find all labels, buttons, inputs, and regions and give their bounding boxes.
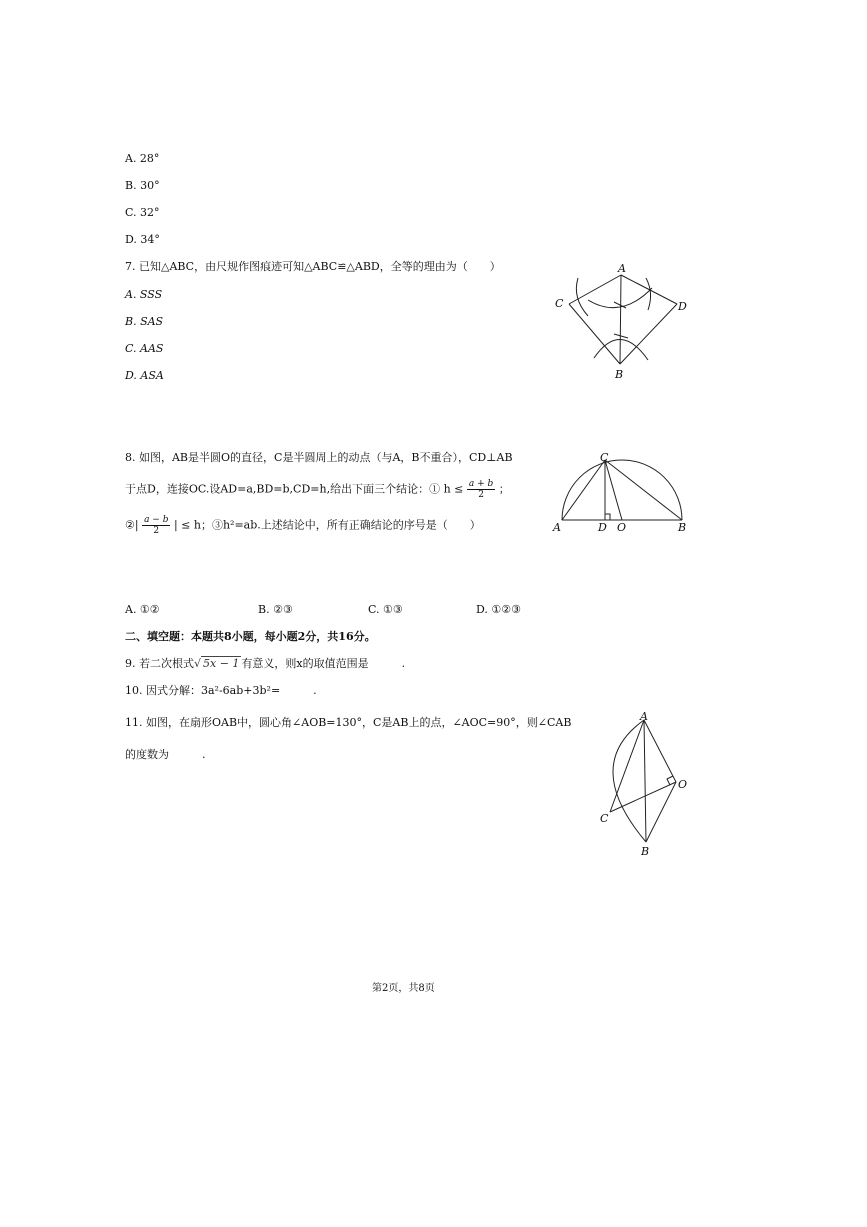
q10-question: 10. 因式分解：3a²-6ab+3b²= . bbox=[125, 684, 317, 697]
q7-option-d: D. ASA bbox=[125, 369, 164, 382]
q8-question-line2 bbox=[125, 479, 510, 500]
q8-frac1-num: a + b bbox=[468, 479, 494, 489]
q7-label-a: A bbox=[618, 262, 626, 275]
q9-radicand: 5x − 1 bbox=[203, 657, 240, 670]
q8-right-angle-mark bbox=[605, 514, 610, 520]
q11-label-b: B bbox=[641, 845, 650, 858]
q8-frac1-den: 2 bbox=[478, 490, 484, 500]
q8-frac2-den: 2 bbox=[153, 526, 160, 536]
q8-option-d: D. ①②③ bbox=[476, 603, 522, 616]
q11-line-ac bbox=[610, 720, 644, 812]
q7-arc-d bbox=[646, 278, 651, 310]
q7-line-ad bbox=[621, 275, 677, 304]
q8-line-co bbox=[605, 460, 622, 520]
q6-option-a: A. 28° bbox=[125, 152, 160, 165]
q11-line-ab bbox=[644, 720, 646, 842]
q7-option-c: C. AAS bbox=[125, 342, 164, 355]
q8-label-d: D bbox=[598, 521, 607, 534]
q7-label-c: C bbox=[555, 297, 564, 310]
q7-label-b: B bbox=[615, 368, 624, 381]
section2-title: 二、填空题：本题共8小题，每小题2分，共16分。 bbox=[125, 630, 376, 643]
q7-line-cb bbox=[569, 304, 620, 364]
q11-label-c: C bbox=[600, 812, 609, 825]
q6-option-d: D. 34° bbox=[125, 233, 160, 246]
q11-label-a: A bbox=[640, 710, 648, 723]
sqrt-icon: √ bbox=[194, 657, 202, 670]
q11-radius-oa bbox=[644, 720, 676, 782]
q8-question-line1: 8. 如图，AB是半圆O的直径，C是半圆周上的动点（与A，B不重合），CD⊥AB bbox=[125, 451, 513, 464]
q6-option-b: B. 30° bbox=[125, 179, 160, 192]
q8-option-c: C. ①③ bbox=[368, 603, 403, 616]
q8-label-c: C bbox=[600, 451, 609, 464]
q8-fraction-a-minus-b bbox=[142, 515, 170, 536]
q8-line-cb bbox=[605, 460, 682, 520]
q9-pre: 9. 若二次根式 bbox=[125, 657, 194, 670]
q8-question-line3 bbox=[125, 515, 481, 536]
q8-label-a: A bbox=[553, 521, 561, 534]
q7-label-d: D bbox=[678, 300, 687, 313]
q11-radius-ob bbox=[646, 782, 676, 842]
q8-option-b: B. ②③ bbox=[258, 603, 293, 616]
q11-arc-ab bbox=[613, 720, 646, 842]
q8-line3-text: | ≤ h；③h²=ab.上述结论中，所有正确结论的序号是（ ） bbox=[173, 518, 481, 532]
q8-line2-text: 于点D，连接OC.设AD=a,BD=b,CD=h,给出下面三个结论：① h ≤ bbox=[125, 482, 464, 496]
q9-question bbox=[125, 656, 405, 671]
q7-option-a: A. SSS bbox=[125, 288, 163, 301]
q6-option-c: C. 32° bbox=[125, 206, 160, 219]
q8-semicircle bbox=[562, 460, 682, 520]
q7-line-ab bbox=[620, 275, 621, 364]
q8-fraction-a-plus-b bbox=[467, 479, 495, 500]
q7-figure bbox=[550, 258, 700, 382]
q11-question-line1: 11. 如图，在扇形OAB中，圆心角∠AOB=130°，C是AB上的点，∠AOC=90°，则∠CAB bbox=[125, 716, 572, 729]
q8-figure bbox=[550, 450, 695, 540]
q9-post: 有意义，则x的取值范围是 . bbox=[241, 657, 406, 670]
q7-option-b: B. SAS bbox=[125, 315, 164, 328]
q11-question-line2: 的度数为 . bbox=[125, 748, 206, 761]
q7-tick-right bbox=[614, 334, 628, 338]
q8-line-ca bbox=[562, 460, 605, 520]
q8-option-a: A. ①② bbox=[125, 603, 160, 616]
q8-frac2-num: a − b bbox=[144, 515, 169, 525]
q7-question: 7. 已知△ABC，由尺规作图痕迹可知△ABC≌△ABD，全等的理由为（ ） bbox=[125, 260, 501, 273]
q8-label-o: O bbox=[617, 521, 627, 534]
q7-line-db bbox=[620, 304, 677, 364]
q8-line3-pre: ②| bbox=[125, 518, 139, 532]
q8-label-b: B bbox=[678, 521, 687, 534]
q8-line2-end: ； bbox=[498, 482, 510, 496]
page-footer: 第2页，共8页 bbox=[372, 983, 435, 994]
q11-figure bbox=[596, 710, 696, 860]
q11-label-o: O bbox=[678, 778, 688, 791]
